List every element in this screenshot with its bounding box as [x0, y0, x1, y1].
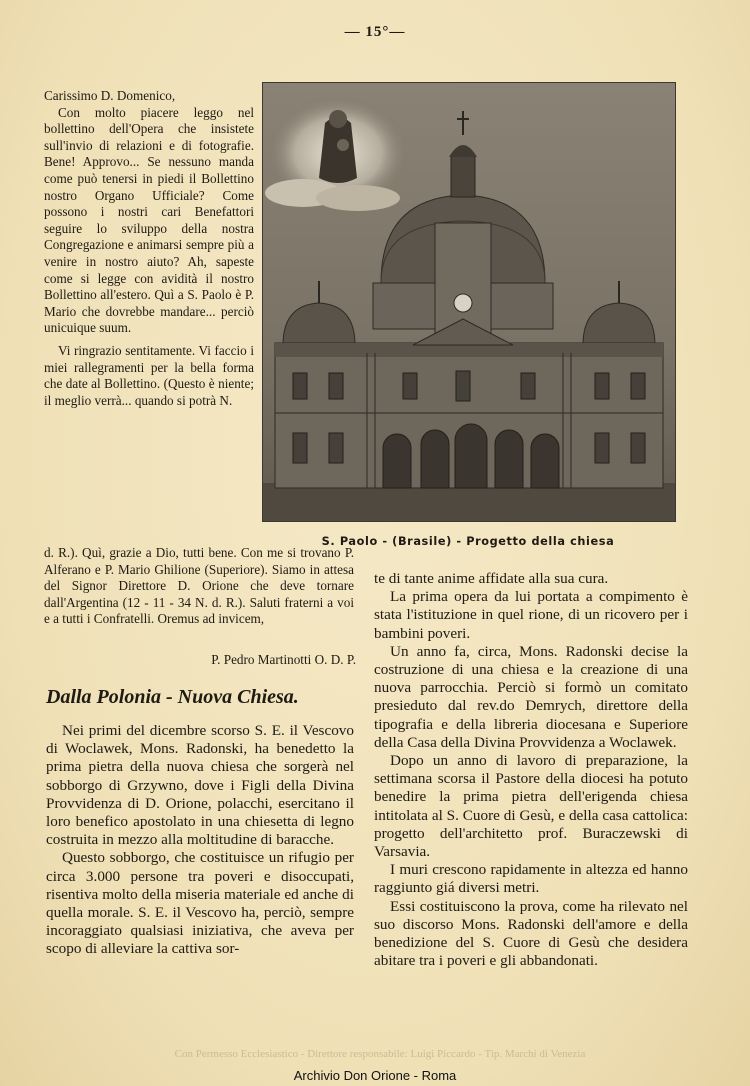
church-illustration: [263, 83, 675, 521]
article-right-column: [374, 570, 688, 970]
article-title: Dalla Polonia - Nuova Chiesa.: [46, 686, 299, 708]
photo-caption: S. Paolo - (Brasile) - Progetto della chiesa: [321, 535, 615, 548]
article-paragraph: Un anno fa, circa, Mons. Radonski decise la costruzione di una chiesa e la creazione di una nuova parrocchia. Perciò si formò un comitato presieduto dal rev.do Demrych, direttore della tipografia e della libreria diocesana e Superiore della Casa della Divina Provvidenza a Woclawek.: [374, 642, 688, 751]
article-left-column: [46, 722, 354, 959]
archive-label: Archivio Don Orione - Roma: [293, 1068, 457, 1083]
letter-tail-text: d. R.). Quì, grazie a Dio, tutti bene. Con me si trovano P. Alferano e P. Mario Ghilione (Superiore). Siamo in attesa del Signor Direttore D. Orione che deve tornare dall'Argentina (12 - 11 - 34 N. d. R.). Saluti fraterni a voi e a tutti i Confratelli. Oremus ad invicem,: [44, 545, 354, 627]
article-paragraph: Essi costituiscono la prova, come ha rilevato nel suo discorso Mons. Radonski dell'amore e della benedizione del S. Cuore di Gesù che desidera abitare tra i poveri e gli abbandonati.: [374, 897, 688, 970]
letter-salutation: Carissimo D. Domenico,: [44, 88, 176, 103]
article-paragraph: Nei primi del dicembre scorso S. E. il Vescovo di Woclawek, Mons. Radonski, ha benedetto la prima pietra della nuova chiesa che sorgerà nel sobborgo di Grzywno, dove i Figli della Divina Provvidenza di D. Orione, polacchi, esercitano il loro benefico apostolato in una chiesetta di legno costruita in mezzo alla moltitudine di baracche.: [46, 722, 354, 849]
article-paragraph: Dopo un anno di lavoro di preparazione, la settimana scorsa il Pastore della diocesi ha potuto benedire la prima pietra dell'erigenda chiesa intitolata al S. Cuore di Gesù, e della casa cattolica: progetto dell'architetto prof. Buraczewski di Varsavia.: [374, 752, 688, 861]
letter-signature: P. Pedro Martinotti O. D. P.: [211, 652, 356, 667]
print-footer: Con Permesso Ecclesiastico - Direttore responsabile: Luigi Piccardo - Tip. Marchi di Venezia: [174, 1048, 586, 1060]
article-paragraph: La prima opera da lui portata a compimento è stata l'istituzione in quel rione, di un ricovero per i bambini poveri.: [374, 588, 688, 642]
madonna-vision: [265, 95, 410, 211]
article-paragraph: te di tante anime affidate alla sua cura.: [374, 570, 609, 587]
church-photo: [262, 82, 676, 522]
letter-paragraph: Vi ringrazio sentitamente. Vi faccio i miei rallegramenti per la bella forma che date al Bollettino. (Questo è niente; il meglio verrà... quando si potrà N.: [44, 342, 254, 408]
letter-paragraph: Con molto piacere leggo nel bollettino dell'Opera che insistete sull'invio di relazioni e di fotografie. Bene! Approvo... Se nessuno manda come può tenersi in piedi il Bollettino nostro Organo Ufficiale? Come possono i nostri cari Benefattori seguire lo sviluppo della nostra Congregazione e animarsi sempre più a venire in nostro aiuto? Ah, sapeste come si legge con avidità il nostro Bollettino all'estero. Quì a S. Paolo è P. Mario che dovrebbe mandare... perciò unicuique suum.: [44, 104, 254, 336]
letter-block: [44, 88, 254, 409]
article-paragraph: Questo sobborgo, che costituisce un rifugio per circa 3.000 persone tra poveri e disoccupati, risentiva molto della miseria materiale ed anche di quella morale. S. E. il Vescovo ha, perciò, sempre incoraggiato qualsiasi iniziativa, che aveva per scopo di alleviare la cattiva sor-: [46, 849, 354, 958]
page-number: — 15°—: [344, 24, 406, 40]
article-paragraph: I muri crescono rapidamente in altezza ed hanno raggiunto giá diversi metri.: [374, 861, 688, 897]
letter-tail: [44, 545, 354, 628]
